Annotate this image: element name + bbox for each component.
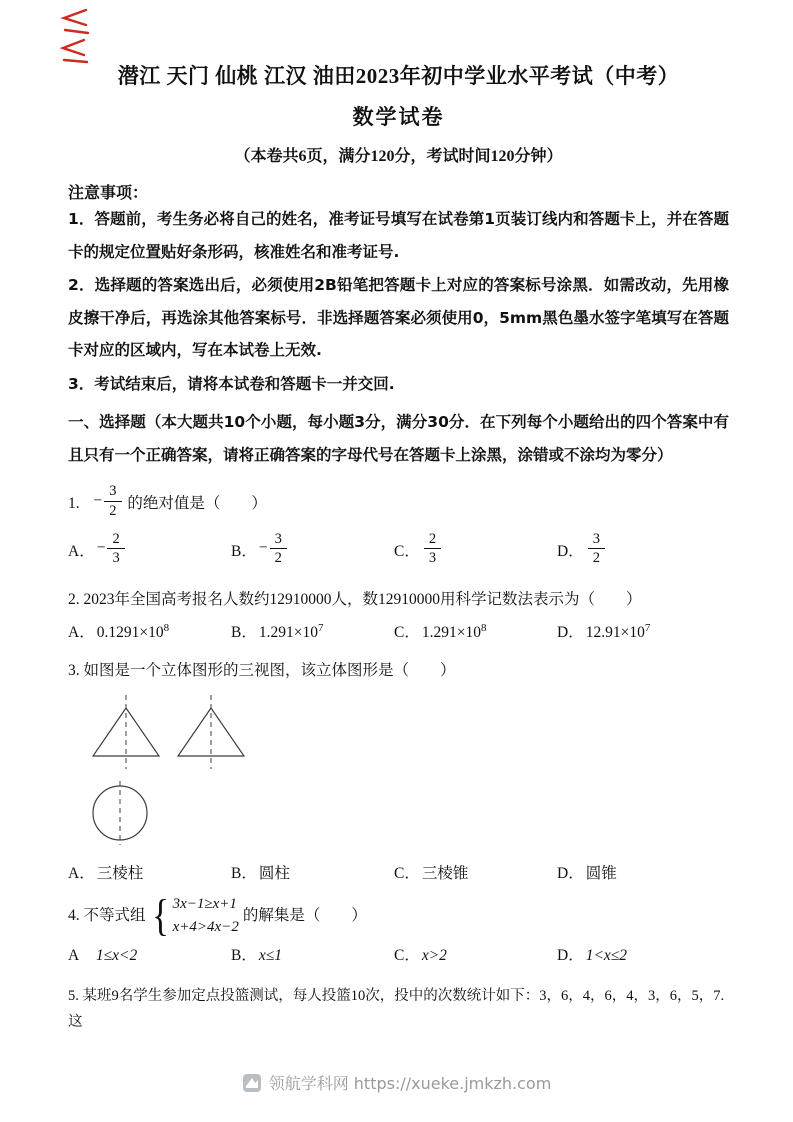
inequality-line-1: 3x−1≥x+1 (172, 896, 237, 913)
question-3-stem: 3. 如图是一个立体图形的三视图，该立体图形是（ ） (68, 661, 456, 679)
site-watermark (0, 1071, 793, 1094)
option-label: A． (68, 543, 95, 561)
option-label: D． (557, 865, 584, 883)
question-3-options (68, 861, 729, 883)
question-2-options (68, 620, 729, 642)
question-1-stem (68, 485, 729, 524)
q3-option-b (231, 861, 394, 883)
option-label: B． (231, 947, 257, 965)
option-value: 圆柱 (258, 865, 290, 883)
q2-option-d (557, 620, 650, 642)
note-item-2: 2．选择题的答案选出后，必须使用2B铅笔把答题卡上对应的答案标号涂黑．如需改动，先用橡皮擦干净后，再选涂其他答案标号．非选择题答案必须使用0，5mm黑色墨水签字笔填写在答题卡对应的区域内，写在本试卷上无效. (68, 276, 729, 360)
system-brace: { (151, 891, 169, 941)
option-value: 三棱柱 (96, 865, 144, 883)
note-item-1: 1．答题前，考生务必将自己的姓名，准考证号填写在试卷第1页装订线内和答题卡上，并在答题卡的规定位置贴好条形码，核准姓名和准考证号. (68, 210, 729, 261)
question-3-figure (84, 693, 729, 856)
section-1-header: 一、选择题（本大题共10个小题，每小题3分，满分30分．在下列每个小题给出的四个答案中有且只有一个正确答案，请将正确答案的字母代号在答题卡上涂黑，涂错或不涂均为零分） (68, 413, 729, 464)
option-label: C． (394, 947, 420, 965)
option-value: 1.291×10 (421, 623, 481, 641)
q1-option-d (557, 529, 607, 571)
option-label: D． (557, 543, 584, 561)
option-value: 圆锥 (585, 865, 617, 883)
option-label: A (68, 947, 94, 965)
q2-option-a (68, 620, 231, 642)
q4-option-c (394, 943, 557, 965)
fraction (104, 483, 121, 518)
fraction-denominator: 2 (274, 550, 282, 567)
fraction-numerator: 3 (270, 531, 287, 550)
option-value: 1.291×10 (258, 623, 318, 641)
question-1-number: 1. (68, 495, 80, 513)
q3-option-d (557, 861, 617, 883)
q2-option-b (231, 620, 394, 642)
exponent: 7 (644, 621, 651, 634)
system-lines (173, 893, 239, 938)
fraction-denominator: 2 (592, 550, 600, 567)
exam-subtitle: 数学试卷 (352, 105, 445, 129)
option-label: D． (557, 623, 584, 641)
question-4-options (68, 943, 729, 965)
question-1-fraction (94, 483, 124, 522)
option-value: 三棱锥 (421, 865, 469, 883)
fraction (270, 531, 287, 566)
fraction-numerator: 3 (104, 483, 121, 502)
question-1-suffix: 的绝对值是（ ） (127, 495, 267, 513)
fraction-numerator: 2 (107, 531, 124, 550)
inequality-system (150, 891, 239, 941)
fraction-denominator: 3 (428, 550, 437, 567)
q1-option-b (231, 529, 394, 571)
fraction-numerator: 2 (424, 531, 441, 550)
q4-option-a (68, 943, 231, 965)
q1-option-a (68, 529, 231, 571)
exam-title: 潜江 天门 仙桃 江汉 油田2023年初中学业水平考试（中考） (117, 64, 680, 88)
q1-option-c (394, 529, 557, 571)
site-logo-icon (242, 1073, 262, 1093)
option-value: 1≤x<2 (95, 947, 138, 965)
exam-meta-line: （本卷共6页，满分120分，考试时间120分钟） (234, 148, 563, 165)
q4-option-d (557, 943, 627, 965)
option-value: 1<x≤2 (585, 947, 628, 965)
option-value: 0.1291×10 (96, 623, 164, 641)
exponent: 8 (163, 621, 170, 634)
q3-option-a (68, 861, 231, 883)
fraction-denominator: 2 (109, 502, 117, 519)
option-label: D． (557, 947, 584, 965)
option-label: A． (68, 865, 95, 883)
three-view-diagram (84, 693, 256, 851)
red-pen-check-marks-icon (56, 6, 94, 64)
option-label: C． (394, 865, 420, 883)
option-value: x>2 (421, 947, 447, 965)
option-label: B． (231, 623, 257, 641)
notes-label: 注意事项： (68, 183, 149, 202)
question-5-stem: 5. 某班9名学生参加定点投篮测试，每人投篮10次，投中的次数统计如下：3，6，4，6，4，3，6，5，7.这 (68, 988, 725, 1031)
question-4-stem (68, 891, 729, 941)
fraction-numerator: 3 (588, 531, 605, 550)
fraction (107, 531, 124, 566)
option-label: B． (231, 865, 257, 883)
fraction-sign: − (96, 539, 106, 557)
q2-option-c (394, 620, 557, 642)
option-value: 12.91×10 (585, 623, 645, 641)
option-value: x≤1 (258, 947, 282, 965)
question-4-suffix: 的解集是（ ） (242, 907, 367, 925)
inequality-line-2: x+4>4x−2 (172, 918, 239, 935)
fraction (588, 531, 605, 566)
fraction (424, 531, 441, 566)
q3-option-c (394, 861, 557, 883)
option-label: A． (68, 623, 95, 641)
fraction-denominator: 3 (112, 550, 120, 567)
exponent: 7 (317, 621, 324, 634)
note-item-3: 3．考试结束后，请将本试卷和答题卡一并交回. (68, 374, 395, 393)
option-label: B． (231, 543, 257, 561)
question-1-options (68, 529, 729, 571)
question-2-stem: 2. 2023年全国高考报名人数约12910000人，数12910000用科学记数法表示为（ ） (68, 591, 642, 609)
question-4-prefix: 4. 不等式组 (68, 907, 146, 925)
fraction-sign: − (93, 492, 103, 510)
watermark-text: 领航学科网 https://xueke.jmkzh.com (268, 1074, 552, 1093)
q4-option-b (231, 943, 394, 965)
option-label: C． (394, 543, 420, 561)
exponent: 8 (480, 621, 487, 634)
fraction-sign: − (258, 539, 268, 557)
option-label: C． (394, 623, 420, 641)
